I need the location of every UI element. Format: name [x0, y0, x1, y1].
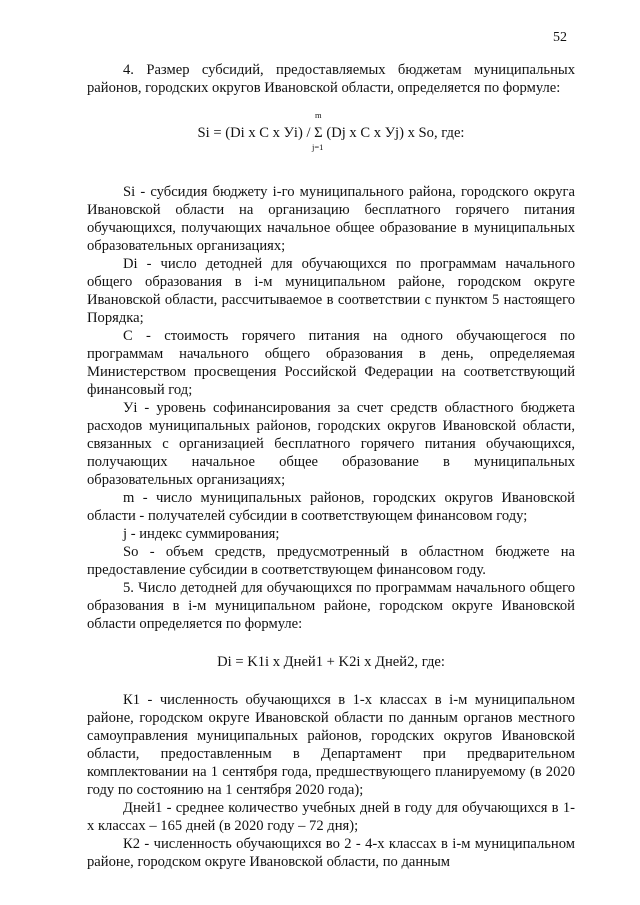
definition-si: Si - субсидия бюджету i-го муниципального района, городского округа Ивановской области на организацию бесплатного горячего питания обучающихся, получающих начальное общее образование в муниципальных образовательных организациях;: [87, 184, 575, 254]
definition-j: j - индекс суммирования;: [123, 526, 280, 542]
formula-subsidy-expression: Si = (Di x C x Уi) / Σ (Dj x C x Уj) x So, где:: [197, 125, 465, 141]
formula-subsidy: [87, 105, 575, 163]
definition-di: Di - число детодней для обучающихся по программам начального общего образования в i-м муниципальном районе, городском округе Ивановской области, рассчитываемое в соответствии с пунктом 5 настоящего Порядка;: [87, 256, 575, 326]
page-number: 52: [553, 30, 567, 45]
definition-k2: К2 - численность обучающихся во 2 - 4-х классах в i-м муниципальном районе, городском округе Ивановской области, по данным: [87, 836, 575, 870]
paragraph-4: 4. Размер субсидий, предоставляемых бюджетам муниципальных районов, городских округов Ивановской области, определяется по формуле:: [87, 62, 575, 96]
sum-lower-limit: j=1: [312, 142, 324, 152]
definition-days1: Дней1 - среднее количество учебных дней в году для обучающихся в 1-х классах – 165 дней (в 2020 году – 72 дня);: [87, 800, 575, 834]
formula-child-days: Di = K1i x Дней1 + K2i x Дней2, где:: [217, 654, 445, 670]
definition-so: So - объем средств, предусмотренный в областном бюджете на предоставление субсидии в соответствующем финансовом году.: [87, 544, 575, 578]
sum-upper-limit: m: [315, 110, 322, 120]
definition-m: m - число муниципальных районов, городских округов Ивановской области - получателей субсидии в соответствующем финансовом году;: [87, 490, 575, 524]
definition-k1: К1 - численность обучающихся в 1-х классах в i-м муниципальном районе, городском округе Ивановской области по данным органов местного самоуправления муниципальных районов, городских округов Ивановской области, предоставленным в Департамент при предварительном комплектовании на 1 сентября года, предшествующего планируемому (в 2020 году по состоянию на 1 сентября 2020 года);: [87, 692, 575, 798]
definition-yi: Уi - уровень софинансирования за счет средств областного бюджета расходов муниципальных районов, городских округов Ивановской области, связанных с организацией бесплатного горячего питания обучающихся, получающих начальное общее образование в муниципальных образовательных организациях;: [87, 400, 575, 488]
document-body: [87, 61, 575, 871]
paragraph-5: 5. Число детодней для обучающихся по программам начального общего образования в i-м муниципальном районе, городском округе Ивановской области определяется по формуле:: [87, 580, 575, 632]
definition-c: С - стоимость горячего питания на одного обучающегося по программам начального общего образования в день, определяемая Министерством просвещения Российской Федерации на соответствующий финансовый год;: [87, 328, 575, 398]
